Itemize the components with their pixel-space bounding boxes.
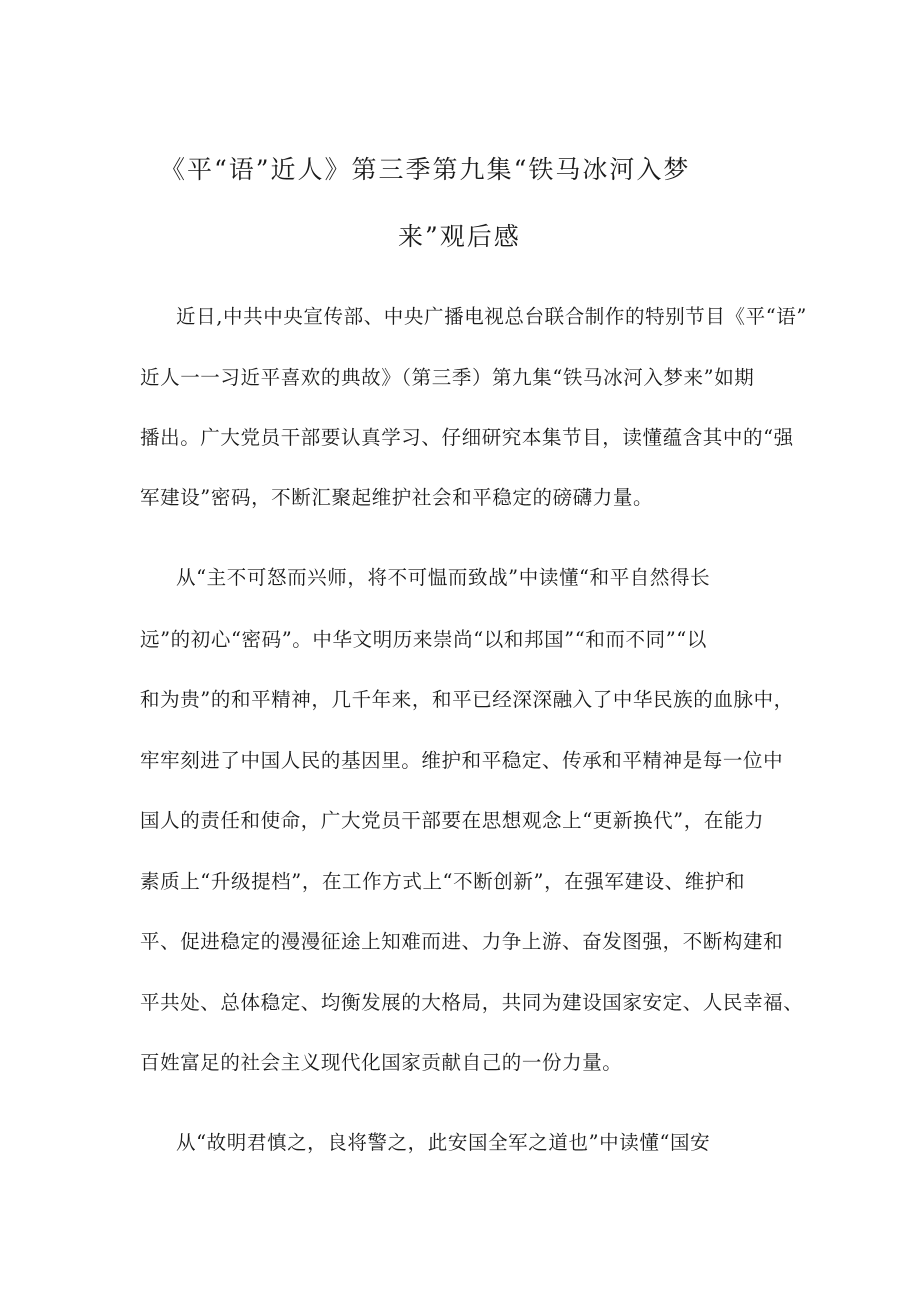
paragraph-1-line-3: 播出。广大党员干部要认真学习、仔细研究本集节目，读懂蕴含其中的“强: [140, 426, 794, 449]
paragraph-1-line-1: 近日,中共中央宣传部、中央广播电视总台联合制作的特别节目《平“语”: [176, 305, 807, 328]
paragraph-2-line-4: 牢牢刻进了中国人民的基因里。维护和平稳定、传承和平精神是每一位中: [140, 749, 784, 772]
paragraph-2-line-9: 百姓富足的社会主义现代化国家贡献自己的一份力量。: [140, 1051, 623, 1074]
paragraph-2-line-3: 和为贵”的和平精神，几千年来，和平已经深深融入了中华民族的血脉中，: [140, 688, 794, 711]
document-title-line-2: 来”观后感: [398, 222, 521, 251]
paragraph-2-line-7: 平、促进稳定的漫漫征途上知难而进、力争上游、奋发图强，不断构建和: [140, 930, 784, 953]
paragraph-2-line-2: 远”的初心“密码”。中华文明历来崇尚“以和邦国”“和而不同”“以: [140, 628, 707, 651]
paragraph-2-line-8: 平共处、总体稳定、均衡发展的大格局，共同为建设国家安定、人民幸福、: [140, 991, 804, 1014]
paragraph-1-line-2: 近人一一习近平喜欢的典故》（第三季）第九集“铁马冰河入梦来”如期: [140, 366, 755, 389]
paragraph-3-line-1: 从“故明君慎之，良将警之，此安国全军之道也”中读懂“国安: [176, 1131, 711, 1154]
document-title-line-1: 《平“语”近人》第三季第九集“铁马冰河入梦: [160, 155, 691, 184]
paragraph-2-line-5: 国人的责任和使命，广大党员干部要在思想观念上“更新换代”，在能力: [140, 809, 765, 832]
paragraph-2-line-6: 素质上“升级提档”，在工作方式上“不断创新”，在强军建设、维护和: [140, 870, 746, 893]
paragraph-2-line-1: 从“主不可怒而兴师，将不可愠而致战”中读懂“和平自然得长: [176, 566, 711, 589]
paragraph-1-line-4: 军建设”密码，不断汇聚起维护社会和平稳定的磅礴力量。: [140, 486, 654, 509]
